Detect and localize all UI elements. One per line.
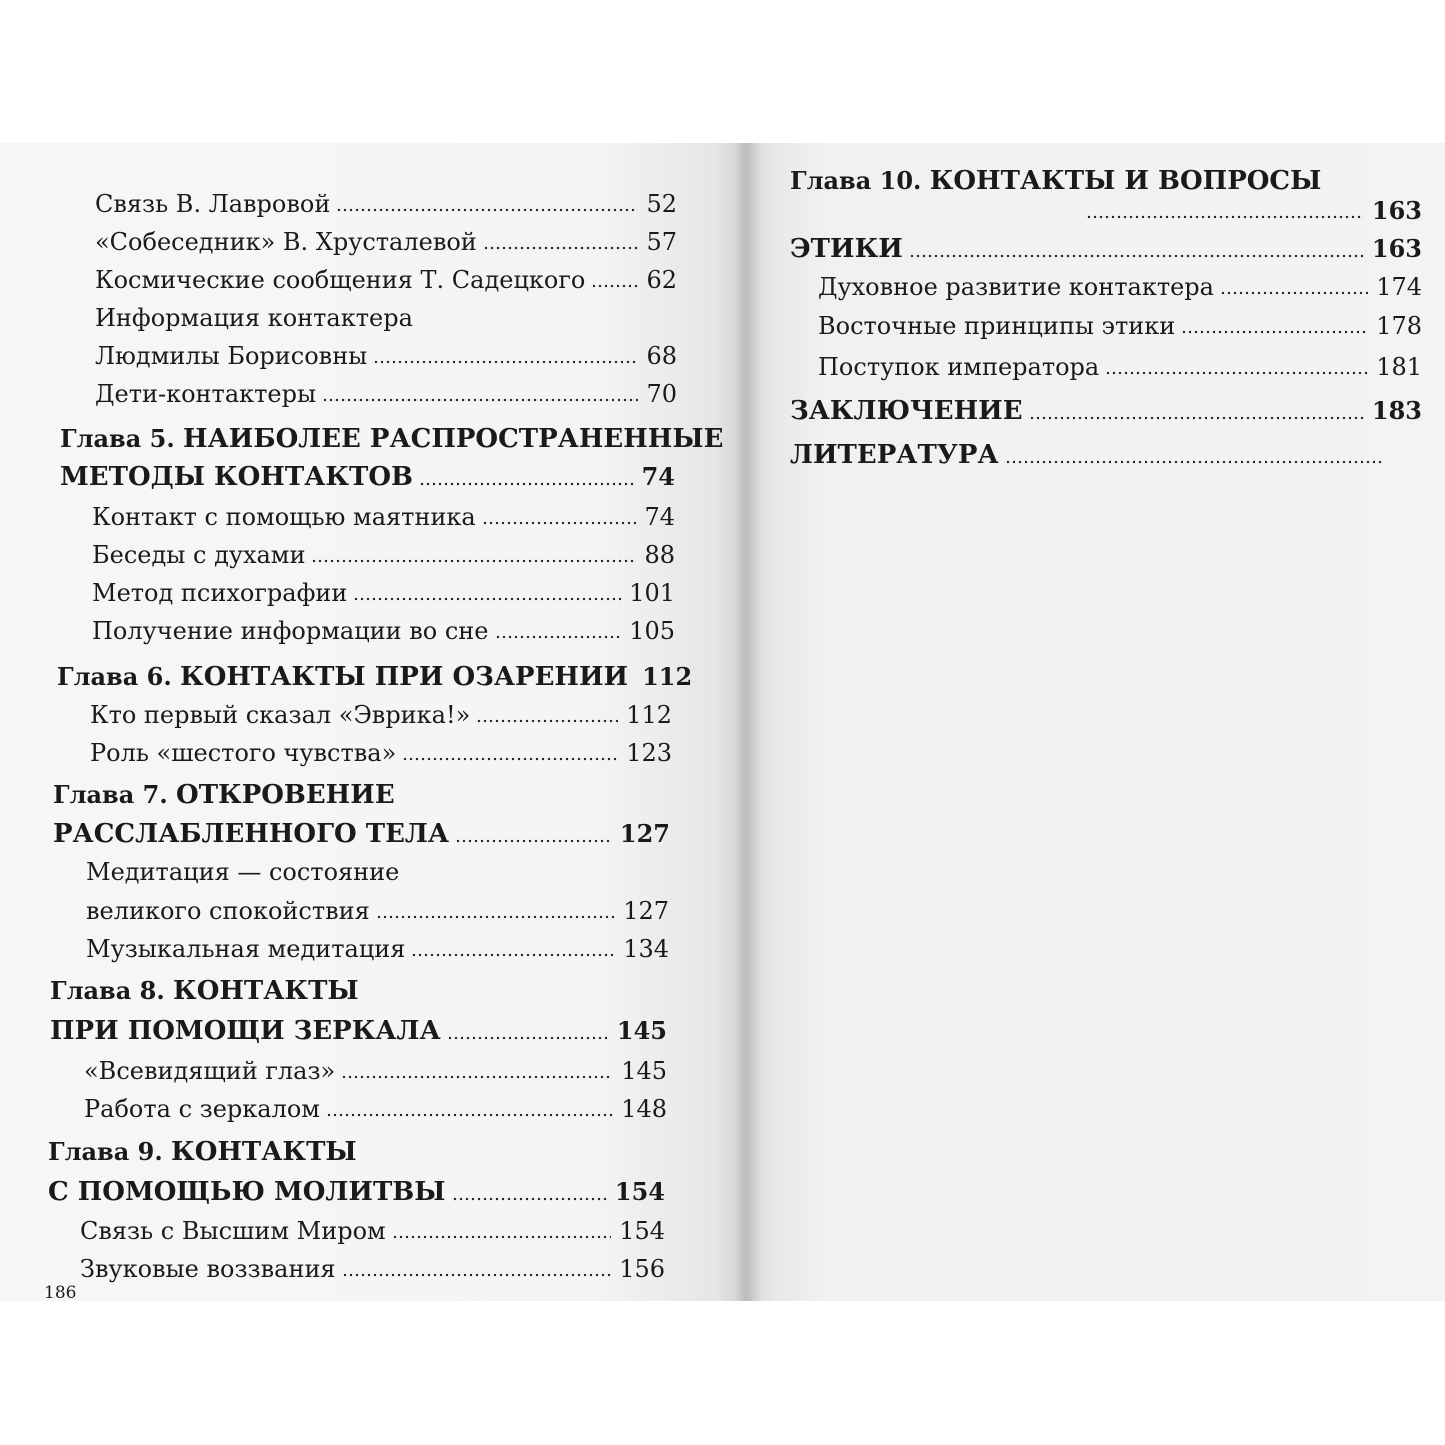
toc-entry-title: Дети-контактеры [95, 380, 317, 408]
toc-entry [86, 935, 669, 963]
toc-entry [95, 266, 677, 294]
toc-entry [48, 1177, 665, 1207]
toc-entry [80, 1255, 665, 1283]
toc-entry-title: «Всевидящий глаз» [84, 1057, 336, 1085]
toc-entry [90, 701, 672, 729]
toc-entry-page: 174 [1376, 273, 1422, 301]
toc-entry-page: 123 [626, 739, 672, 767]
toc-entry [95, 342, 677, 370]
leader-dots [373, 360, 638, 364]
leader-dots [402, 757, 618, 761]
leader-dots [476, 719, 618, 723]
leader-dots [322, 398, 638, 402]
toc-entry-page: 163 [1371, 234, 1422, 263]
toc-entry-page: 134 [623, 935, 669, 963]
leader-dots [326, 1113, 613, 1117]
toc-entry [60, 462, 675, 492]
toc-entry-page: 112 [642, 662, 693, 691]
chapter-number: Глава 7. [53, 780, 168, 809]
leader-dots [909, 254, 1364, 258]
toc-entry [818, 353, 1422, 381]
toc-entry-page: 154 [619, 1217, 665, 1245]
toc-entry-title: Людмилы Борисовны [95, 342, 368, 370]
toc-entry [92, 503, 675, 531]
toc-entry-title-line1: Информация контактера [95, 304, 413, 332]
toc-entry [84, 1095, 667, 1123]
toc-entry-title: Связь В. Лавровой [95, 190, 331, 218]
leader-dots [353, 597, 621, 601]
chapter-title: КОНТАКТЫ [171, 1137, 357, 1167]
toc-entry-page: 70 [646, 380, 677, 408]
toc-entry [57, 662, 693, 692]
chapter-number: Глава 6. [57, 662, 172, 691]
toc-entry-page: 178 [1376, 312, 1422, 340]
toc-entry-title: Восточные принципы этики [818, 312, 1176, 340]
chapter-title: КОНТАКТЫ [173, 976, 359, 1006]
toc-entry [90, 739, 672, 767]
toc-entry-title: Контакт с помощью маятника [92, 503, 476, 531]
toc-entry-title: Связь с Высшим Миром [80, 1217, 386, 1245]
chapter-number: Глава 5. [60, 424, 175, 453]
toc-entry [50, 1016, 667, 1046]
leader-dots [336, 208, 638, 212]
toc-entry-page: 154 [614, 1177, 665, 1206]
leader-dots [341, 1075, 613, 1079]
page-number: 186 [44, 1283, 77, 1303]
toc-entry-page: 74 [641, 462, 675, 491]
toc-entry [53, 819, 670, 849]
leader-dots [311, 559, 636, 563]
chapter-title: КОНТАКТЫ И ВОПРОСЫ [929, 166, 1322, 196]
toc-entry [95, 380, 677, 408]
toc-entry-page: 62 [646, 266, 677, 294]
toc-entry-title: Метод психографии [92, 579, 348, 607]
toc-entry-title: Кто первый сказал «Эврика!» [90, 701, 471, 729]
leader-dots [447, 1036, 609, 1040]
toc-entry-page: 156 [619, 1255, 665, 1283]
toc-entry-page: 183 [1371, 396, 1422, 425]
chapter-heading [53, 780, 395, 810]
chapter-heading [48, 1137, 357, 1167]
leader-dots [1005, 460, 1384, 464]
toc-entry [95, 228, 677, 256]
toc-entry-page: 74 [644, 503, 675, 531]
leader-dots [482, 521, 637, 525]
toc-entry-page: 127 [623, 897, 669, 925]
section-heading: ЗАКЛЮЧЕНИЕ [790, 396, 1023, 426]
leader-dots [376, 915, 615, 919]
book-gutter [735, 143, 761, 1301]
leader-dots [1105, 371, 1368, 375]
toc-entry-title: Работа с зеркалом [84, 1095, 320, 1123]
toc-entry-page: 112 [626, 701, 672, 729]
toc-entry-page: 101 [629, 579, 675, 607]
chapter-title: ЭТИКИ [790, 234, 903, 264]
toc-entry [790, 440, 1422, 470]
toc-entry-page: 68 [646, 342, 677, 370]
toc-entry-title: Звуковые воззвания [80, 1255, 336, 1283]
leader-dots [392, 1235, 611, 1239]
toc-entry [818, 273, 1422, 301]
toc-entry-title: Роль «шестого чувства» [90, 739, 397, 767]
leader-dots [452, 1197, 607, 1201]
toc-entry-title: Беседы с духами [92, 541, 306, 569]
toc-entry-page: 145 [616, 1016, 667, 1045]
leader-dots [411, 953, 615, 957]
toc-entry [86, 897, 669, 925]
leader-dots [455, 839, 612, 843]
chapter-number: Глава 9. [48, 1137, 163, 1166]
chapter-title: КОНТАКТЫ ПРИ ОЗАРЕНИИ [180, 662, 629, 692]
toc-entry-page: 148 [621, 1095, 667, 1123]
toc-entry-title: Космические сообщения Т. Садецкого [95, 266, 586, 294]
toc-entry [818, 312, 1422, 340]
toc-entry-page: 105 [629, 617, 675, 645]
toc-entry-title: Духовное развитие контактера [818, 273, 1214, 301]
leader-dots [342, 1273, 612, 1277]
leader-dots [1086, 215, 1364, 219]
chapter-title: РАССЛАБЛЕННОГО ТЕЛА [53, 819, 450, 849]
toc-entry-page: 57 [646, 228, 677, 256]
toc-entry-title: Получение информации во сне [92, 617, 489, 645]
chapter-title: МЕТОДЫ КОНТАКТОВ [60, 462, 414, 492]
leader-dots [419, 482, 634, 486]
section-heading: ЛИТЕРАТУРА [790, 440, 999, 470]
toc-entry-page: 52 [646, 190, 677, 218]
toc-entry-title: великого спокойствия [86, 897, 370, 925]
toc-entry-title: «Собеседник» В. Хрусталевой [95, 228, 477, 256]
toc-entry-page: 127 [619, 819, 670, 848]
chapter-title: С ПОМОЩЬЮ МОЛИТВЫ [48, 1177, 446, 1207]
leader-dots [483, 246, 639, 250]
toc-entry-page: 145 [621, 1057, 667, 1085]
toc-entry-title: Музыкальная медитация [86, 935, 406, 963]
toc-entry [92, 617, 675, 645]
toc-entry [92, 541, 675, 569]
toc-entry [790, 396, 1422, 426]
leader-dots [495, 635, 622, 639]
chapter-heading [60, 424, 723, 454]
toc-entry [790, 234, 1422, 264]
toc-entry [84, 1057, 667, 1085]
toc-entry [92, 579, 675, 607]
leader-dots [1029, 416, 1364, 420]
toc-entry-page: 88 [644, 541, 675, 569]
toc-entry-title: Поступок императора [818, 353, 1100, 381]
leader-dots [1181, 330, 1368, 334]
leader-dots [591, 284, 638, 288]
chapter-number: Глава 10. [790, 166, 922, 195]
chapter-heading [790, 166, 1321, 196]
toc-entry [80, 1217, 665, 1245]
chapter-heading [50, 976, 359, 1006]
chapter-number: Глава 8. [50, 976, 165, 1005]
toc-entry [1080, 196, 1422, 225]
toc-entry [95, 190, 677, 218]
toc-entry-page: 163 [1371, 196, 1422, 225]
chapter-title: НАИБОЛЕЕ РАСПРОСТРАНЕННЫЕ [183, 424, 724, 454]
leader-dots [1220, 291, 1368, 295]
toc-entry-title-line1: Медитация — состояние [86, 858, 400, 886]
chapter-title: ПРИ ПОМОЩИ ЗЕРКАЛА [50, 1016, 441, 1046]
toc-entry-page: 181 [1376, 353, 1422, 381]
chapter-title: ОТКРОВЕНИЕ [176, 780, 395, 810]
